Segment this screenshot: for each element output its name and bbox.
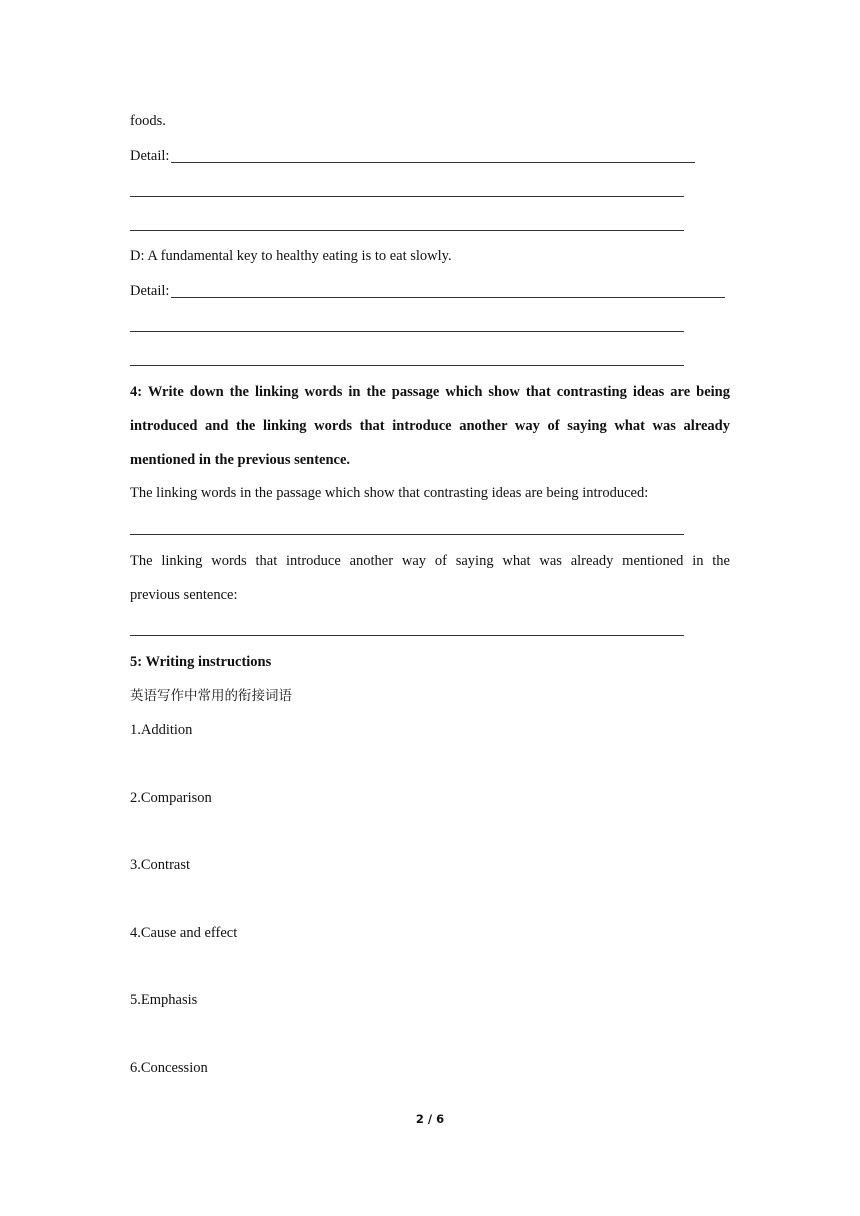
contrast-prompt: The linking words in the passage which show that contrasting ideas are being introduced: bbox=[130, 485, 649, 501]
category-item: 4.Cause and effect bbox=[130, 925, 238, 941]
answer-line bbox=[130, 365, 684, 366]
question-4-line: mentioned in the previous sentence. bbox=[130, 452, 351, 468]
category-item: 2.Comparison bbox=[130, 790, 212, 806]
answer-line bbox=[130, 635, 684, 636]
another-way-prompt: previous sentence: bbox=[130, 587, 238, 603]
answer-line bbox=[171, 297, 725, 298]
question-4-line: 4: Write down the linking words in the passage which show that contrasting ideas are being bbox=[130, 384, 730, 400]
another-way-prompt: The linking words that introduce another way of saying what was already mentioned in the bbox=[130, 553, 730, 569]
answer-line bbox=[130, 331, 684, 332]
category-item: 6.Concession bbox=[130, 1060, 208, 1076]
category-item: 3.Contrast bbox=[130, 857, 191, 873]
answer-line bbox=[171, 162, 695, 163]
answer-line bbox=[130, 534, 684, 535]
answer-line bbox=[130, 196, 684, 197]
page-number: 2 / 6 bbox=[415, 1112, 445, 1126]
answer-line bbox=[130, 230, 684, 231]
question-5-title: 5: Writing instructions bbox=[130, 654, 272, 670]
text-foods: foods. bbox=[130, 113, 166, 129]
detail-label: Detail: bbox=[130, 283, 170, 299]
detail-label: Detail: bbox=[130, 148, 170, 164]
item-d: D: A fundamental key to healthy eating is to eat slowly. bbox=[130, 248, 452, 264]
category-item: 5.Emphasis bbox=[130, 992, 198, 1008]
chinese-title: 英语写作中常用的衔接词语 bbox=[130, 688, 292, 704]
category-item: 1.Addition bbox=[130, 722, 193, 738]
question-4-line: introduced and the linking words that introduce another way of saying what was already bbox=[130, 418, 730, 434]
